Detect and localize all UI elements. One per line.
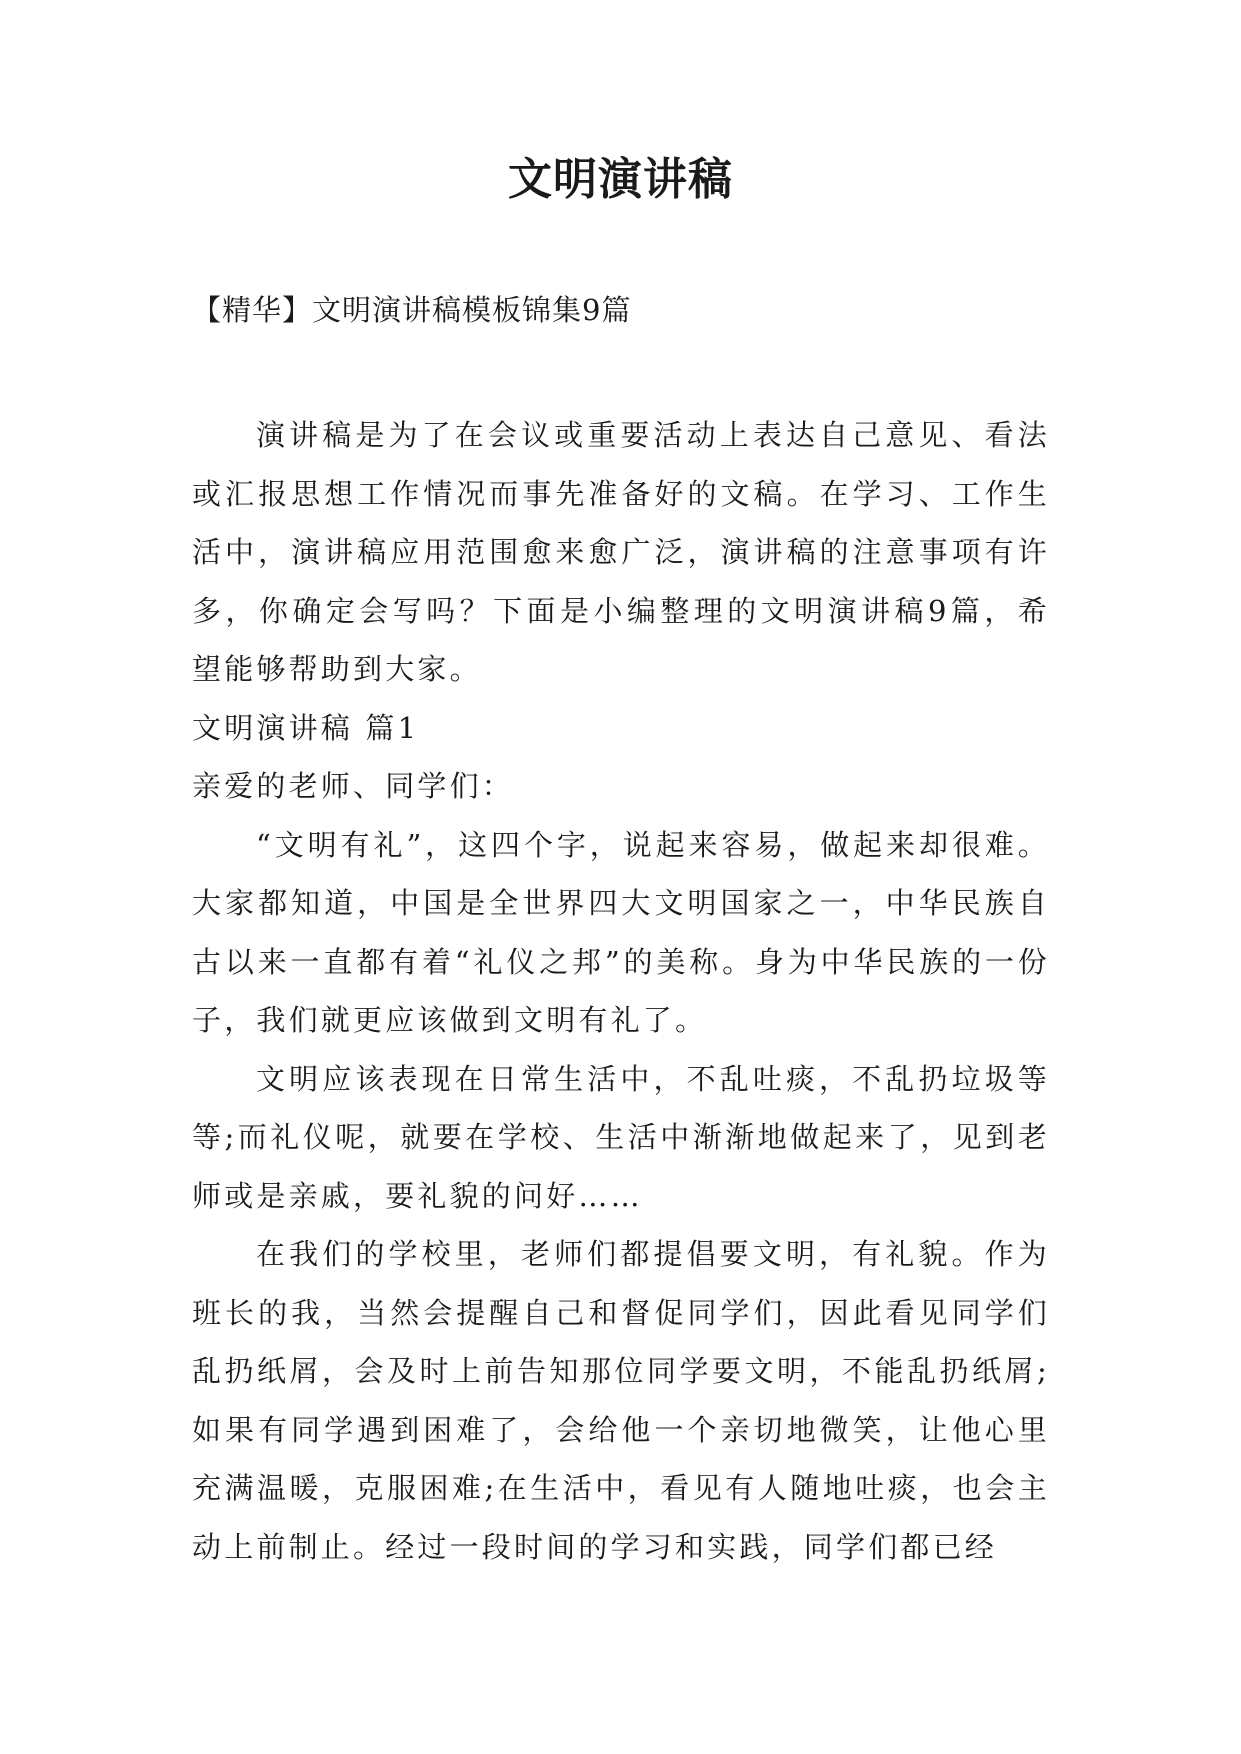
intro-paragraph: 演讲稿是为了在会议或重要活动上表达自己意见、看法或汇报思想工作情况而事先准备好的文稿。在学习、工作生活中，演讲稿应用范围愈来愈广泛，演讲稿的注意事项有许多，你确定会写吗？下面是小编整理的文明演讲稿9篇，希望能够帮助到大家。 — [192, 418, 1050, 686]
body-paragraph: 文明应该表现在日常生活中，不乱吐痰，不乱扔垃圾等等;而礼仪呢，就要在学校、生活中渐渐地做起来了，见到老师或是亲戚，要礼貌的问好…… — [192, 1061, 1050, 1213]
salutation: 亲爱的老师、同学们： — [192, 769, 515, 803]
body-paragraph: 在我们的学校里，老师们都提倡要文明，有礼貌。作为班长的我，当然会提醒自己和督促同学们，因此看见同学们乱扔纸屑，会及时上前告知那位同学要文明，不能乱扔纸屑;如果有同学遇到困难了，会给他一个亲切地微笑，让他心里充满温暖，克服困难;在生活中，看见有人随地吐痰，也会主动上前制止。经过一段时间的学习和实践，同学们都已经 — [192, 1237, 1050, 1564]
document-title: 文明演讲稿 — [508, 154, 733, 205]
body-paragraph: “文明有礼”，这四个字，说起来容易，做起来却很难。大家都知道，中国是全世界四大文明国家之一，中华民族自古以来一直都有着“礼仪之邦”的美称。身为中华民族的一份子，我们就更应该做到文明有礼了。 — [192, 827, 1050, 1037]
section-heading: 文明演讲稿 篇1 — [192, 710, 420, 745]
document-body — [192, 406, 1050, 1576]
document-subtitle: 【精华】文明演讲稿模板锦集9篇 — [192, 293, 632, 327]
